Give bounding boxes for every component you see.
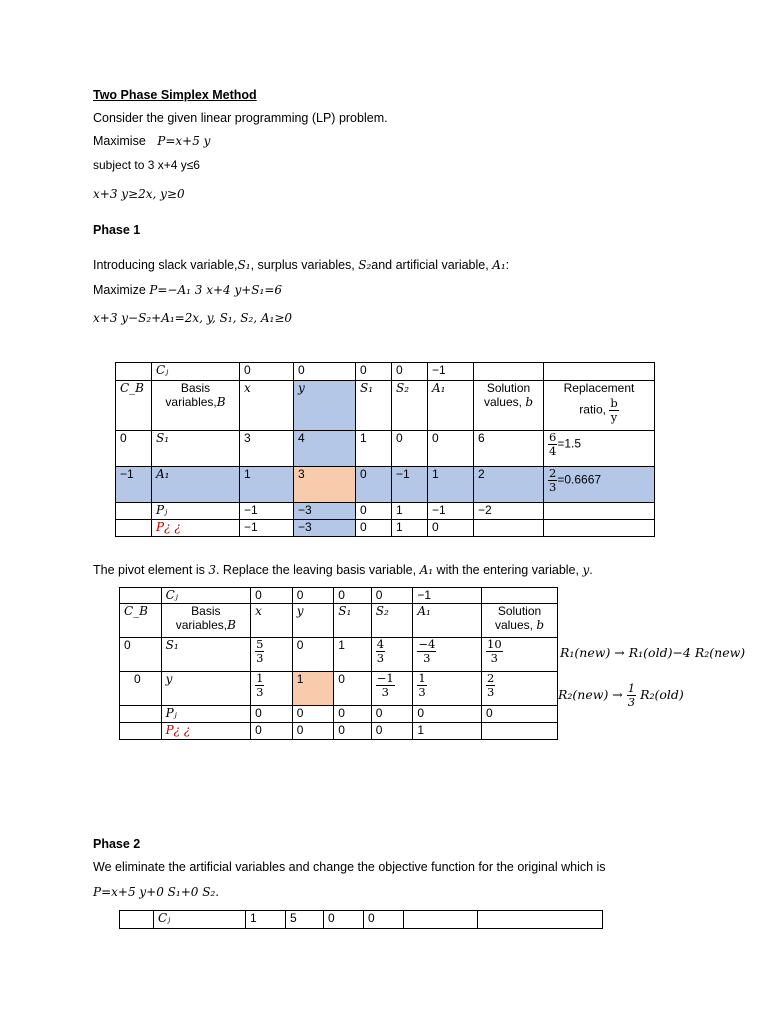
cj-value: 5 bbox=[286, 911, 324, 929]
frac-num: 1 bbox=[256, 671, 264, 685]
artificial-var: A₁ bbox=[492, 258, 506, 272]
cj-label: Cⱼ bbox=[154, 911, 246, 929]
simplex-table-2 bbox=[119, 587, 558, 740]
cell bbox=[371, 672, 413, 706]
table-row bbox=[116, 431, 655, 467]
ratio-fraction bbox=[548, 467, 557, 494]
cj-label: Cⱼ bbox=[161, 588, 250, 604]
surplus-var: S₂ bbox=[358, 258, 372, 272]
row-operation-2 bbox=[558, 682, 684, 709]
row-basis: y bbox=[161, 672, 250, 706]
subject-to: subject to 3 x+4 y≤6 bbox=[93, 158, 200, 172]
frac-num: 10 bbox=[487, 637, 502, 651]
slack-var: S₁ bbox=[237, 258, 251, 272]
cj-value: 0 bbox=[356, 363, 392, 381]
frac-num: −4 bbox=[418, 637, 436, 651]
frac-den: 3 bbox=[490, 651, 498, 665]
solution-header-var: b bbox=[525, 395, 534, 409]
pj-row bbox=[116, 503, 655, 520]
cell: 1 bbox=[413, 723, 482, 740]
pj-label: Pⱼ bbox=[161, 706, 250, 723]
var-header: y bbox=[294, 381, 356, 431]
maximise-label: Maximise bbox=[93, 134, 146, 148]
cell: 0 bbox=[413, 706, 482, 723]
cell: −2 bbox=[474, 503, 544, 520]
leaving-var: A₁ bbox=[419, 563, 434, 577]
cell-solution: 2 bbox=[474, 467, 544, 503]
cj-value: 0 bbox=[334, 588, 371, 604]
maximize-label: Maximize bbox=[93, 283, 146, 297]
table-row bbox=[120, 638, 558, 672]
var-header: S₂ bbox=[392, 381, 428, 431]
ratio-value: =0.6667 bbox=[557, 472, 602, 487]
row-operation-1: R₁(new) → R₁(old)−4 R₂(new) bbox=[560, 645, 746, 660]
table-row bbox=[120, 672, 558, 706]
frac-den: 3 bbox=[627, 695, 636, 709]
cell: 0 bbox=[392, 431, 428, 467]
fraction bbox=[486, 672, 495, 699]
cell: −3 bbox=[294, 503, 356, 520]
cj-value: 0 bbox=[240, 363, 294, 381]
cell: 1 bbox=[428, 467, 474, 503]
cj-label: Cⱼ bbox=[152, 363, 240, 381]
cell bbox=[413, 672, 482, 706]
cell: 0 bbox=[428, 520, 474, 537]
ratio-text: ratio, bbox=[579, 402, 606, 417]
var-header: x bbox=[251, 604, 293, 638]
phase1-intro bbox=[93, 258, 509, 272]
cell: 0 bbox=[334, 672, 371, 706]
row-cb: 0 bbox=[116, 431, 152, 467]
cell: 1 bbox=[334, 638, 371, 672]
fraction bbox=[417, 638, 436, 665]
pivot-text-d: . bbox=[589, 563, 593, 577]
solution-header bbox=[474, 381, 544, 431]
row-basis: S₁ bbox=[161, 638, 250, 672]
basis-header-var: B bbox=[216, 395, 226, 409]
cell: 0 bbox=[428, 431, 474, 467]
pj-row bbox=[120, 706, 558, 723]
objective-function: P=x+5 y bbox=[157, 134, 211, 148]
cell bbox=[251, 672, 293, 706]
frac-num: −1 bbox=[376, 671, 394, 685]
cj-value: 0 bbox=[292, 588, 334, 604]
intro-text: Consider the given linear programming (LP) problem. bbox=[93, 111, 388, 125]
cj-value: 0 bbox=[371, 588, 413, 604]
cell: 0 bbox=[356, 503, 392, 520]
replacement-header-text: Replacement bbox=[563, 381, 635, 395]
maximise-line bbox=[93, 134, 210, 148]
cj-value: 1 bbox=[246, 911, 286, 929]
phase1-maximize-line bbox=[93, 283, 282, 297]
solution-header-var: b bbox=[536, 618, 545, 632]
phase1-text-c: and artificial variable, bbox=[371, 258, 493, 272]
fraction bbox=[417, 672, 426, 699]
row-basis: S₁ bbox=[152, 431, 240, 467]
ratio-den: 4 bbox=[549, 444, 557, 458]
frac-num: 2 bbox=[487, 671, 495, 685]
cell: −1 bbox=[428, 503, 474, 520]
phase2-heading: Phase 2 bbox=[93, 837, 141, 851]
cell: 0 bbox=[292, 706, 334, 723]
cell: 0 bbox=[292, 638, 334, 672]
row-basis: A₁ bbox=[152, 467, 240, 503]
cell: 4 bbox=[294, 431, 356, 467]
cell: −1 bbox=[240, 503, 294, 520]
phase1-objective: P=−A₁ 3 x+4 y+S₁=6 bbox=[149, 283, 283, 297]
pivot-cell: 1 bbox=[292, 672, 334, 706]
pivot-text-c: with the entering variable, bbox=[433, 563, 583, 577]
pc-row bbox=[116, 520, 655, 537]
fraction bbox=[486, 638, 503, 665]
cell: 0 bbox=[251, 706, 293, 723]
pivot-text-a: The pivot element is bbox=[93, 563, 209, 577]
fraction bbox=[255, 638, 264, 665]
phase1-text-a: Introducing slack variable, bbox=[93, 258, 238, 272]
phase1-text-b: , surplus variables, bbox=[250, 258, 359, 272]
constraint-line-2: x+3 y≥2x, y≥0 bbox=[93, 187, 185, 201]
simplex-table-1 bbox=[115, 362, 655, 537]
cj-value: 0 bbox=[392, 363, 428, 381]
row-op2-b: R₂(old) bbox=[640, 687, 684, 702]
row-cb: 0 bbox=[120, 672, 162, 706]
cell: −1 bbox=[240, 520, 294, 537]
cell: 0 bbox=[482, 706, 558, 723]
var-header: y bbox=[292, 604, 334, 638]
cj-value: −1 bbox=[428, 363, 474, 381]
fraction bbox=[376, 638, 385, 665]
basis-header bbox=[161, 604, 250, 638]
frac-num: 5 bbox=[256, 637, 264, 651]
solution-header bbox=[482, 604, 558, 638]
cell-solution bbox=[482, 672, 558, 706]
fraction bbox=[255, 672, 264, 699]
cell-solution bbox=[482, 638, 558, 672]
table-row-pivot bbox=[116, 467, 655, 503]
replacement-header bbox=[544, 381, 655, 431]
var-header: A₁ bbox=[413, 604, 482, 638]
document-title: Two Phase Simplex Method bbox=[93, 88, 257, 102]
ratio-num: 2 bbox=[549, 466, 557, 480]
cell-ratio bbox=[544, 467, 655, 503]
frac-den: 3 bbox=[376, 651, 385, 665]
row-op2-fraction bbox=[627, 682, 636, 709]
cell: −1 bbox=[392, 467, 428, 503]
frac-num: 1 bbox=[418, 671, 426, 685]
basis-header-text: Basis variables, bbox=[175, 604, 228, 632]
solution-header-text: Solution values, bbox=[483, 381, 531, 409]
cell: 0 bbox=[371, 706, 413, 723]
fraction bbox=[376, 672, 395, 699]
cell: 1 bbox=[240, 467, 294, 503]
cell-solution: 6 bbox=[474, 431, 544, 467]
pc-label: P¿ ¿ bbox=[152, 520, 240, 537]
phase1-heading: Phase 1 bbox=[93, 223, 141, 237]
phase1-constraint: x+3 y−S₂+A₁=2x, y, S₁, S₂, A₁≥0 bbox=[93, 311, 293, 325]
row-cb: 0 bbox=[120, 638, 162, 672]
constraint-line-1 bbox=[93, 158, 200, 172]
cell: 0 bbox=[356, 520, 392, 537]
ratio-fraction bbox=[548, 431, 557, 458]
ratio-value: =1.5 bbox=[557, 436, 582, 451]
cell: 1 bbox=[392, 503, 428, 520]
var-header: S₁ bbox=[334, 604, 371, 638]
cell: 0 bbox=[334, 706, 371, 723]
ratio-num: b bbox=[610, 396, 618, 410]
ratio-num: 6 bbox=[549, 430, 557, 444]
var-header: S₂ bbox=[371, 604, 413, 638]
ratio-fraction bbox=[609, 397, 618, 424]
frac-den: 3 bbox=[256, 651, 264, 665]
cb-header: C_B bbox=[116, 381, 152, 431]
pc-row bbox=[120, 723, 558, 740]
frac-den: 3 bbox=[256, 685, 264, 699]
cell-ratio bbox=[544, 431, 655, 467]
cell bbox=[413, 638, 482, 672]
cell: 0 bbox=[292, 723, 334, 740]
cell: 0 bbox=[356, 467, 392, 503]
frac-den: 3 bbox=[418, 685, 426, 699]
ratio-den: y bbox=[610, 410, 618, 424]
cj-value: 0 bbox=[324, 911, 364, 929]
cell: 1 bbox=[356, 431, 392, 467]
var-header: S₁ bbox=[356, 381, 392, 431]
row-cb: −1 bbox=[116, 467, 152, 503]
cj-value: 0 bbox=[364, 911, 404, 929]
entering-var: y bbox=[582, 563, 590, 577]
cj-value: −1 bbox=[413, 588, 482, 604]
cell: 0 bbox=[251, 723, 293, 740]
cell: −3 bbox=[294, 520, 356, 537]
ratio-den: 3 bbox=[549, 480, 557, 494]
simplex-table-3 bbox=[119, 910, 603, 929]
frac-den: 3 bbox=[423, 651, 431, 665]
frac-den: 3 bbox=[487, 685, 495, 699]
solution-header-text: Solution values, bbox=[494, 604, 542, 632]
pc-label: P¿ ¿ bbox=[161, 723, 250, 740]
cell bbox=[371, 638, 413, 672]
pivot-number: 3 bbox=[208, 563, 216, 577]
var-header: x bbox=[240, 381, 294, 431]
row-op2-a: R₂(new) → bbox=[558, 687, 623, 702]
phase2-text: We eliminate the artificial variables and change the objective function for the original which is bbox=[93, 860, 606, 874]
basis-header-text: Basis variables, bbox=[165, 381, 217, 409]
frac-num: 1 bbox=[627, 681, 636, 695]
cj-value: 0 bbox=[251, 588, 293, 604]
frac-den: 3 bbox=[381, 685, 389, 699]
pivot-sentence bbox=[93, 563, 593, 577]
frac-num: 4 bbox=[376, 637, 385, 651]
cell: 0 bbox=[334, 723, 371, 740]
cell: 0 bbox=[371, 723, 413, 740]
pivot-cell: 3 bbox=[294, 467, 356, 503]
cell: 1 bbox=[392, 520, 428, 537]
phase2-objective: P=x+5 y+0 S₁+0 S₂. bbox=[93, 885, 220, 899]
cb-header: C_B bbox=[120, 604, 162, 638]
basis-header-var: B bbox=[227, 618, 236, 632]
phase1-text-d: : bbox=[505, 258, 510, 272]
var-header: A₁ bbox=[428, 381, 474, 431]
cj-value: 0 bbox=[294, 363, 356, 381]
cell: 3 bbox=[240, 431, 294, 467]
basis-header bbox=[152, 381, 240, 431]
pivot-text-b: . Replace the leaving basis variable, bbox=[215, 563, 420, 577]
pj-label: Pⱼ bbox=[152, 503, 240, 520]
cell bbox=[251, 638, 293, 672]
